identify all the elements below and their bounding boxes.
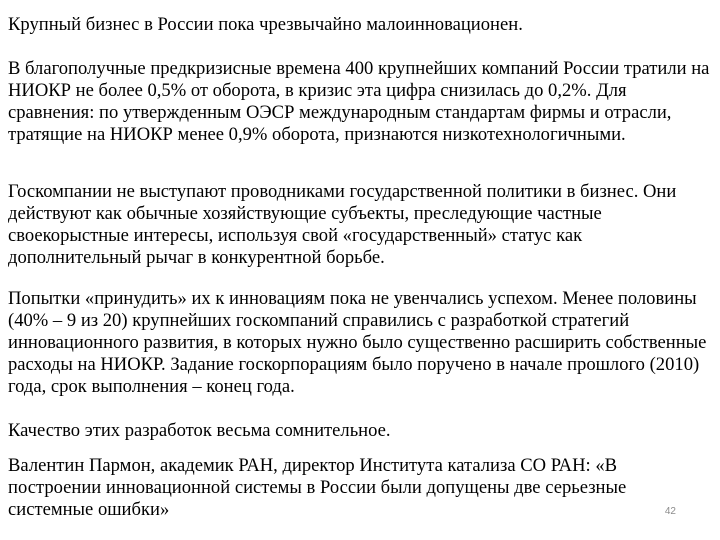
- paragraph-quality-doubtful: Качество этих разработок весьма сомнительное.: [8, 420, 391, 441]
- paragraph-large-business-innovation: Крупный бизнес в России пока чрезвычайно малоинновационен.: [8, 14, 523, 35]
- paragraph-innovation-strategies: Попытки «принудить» их к инновациям пока не увенчались успехом. Менее половины (40% – 9 из 20) крупнейших госкомпаний справились с разработкой стратегий инновационного развития, в которых нужно было существенно расширить собственные расходы на НИОКР. Задание госкорпорациям было поручено в начале прошлого (2010) года, срок выполнения – конец года.: [8, 288, 707, 397]
- paragraph-parmon-quote: Валентин Пармон, академик РАН, директор Института катализа СО РАН: «В построении инновационной системы в России были допущены две серьезные системные ошибки»: [8, 455, 627, 520]
- paragraph-state-companies: Госкомпании не выступают проводниками государственной политики в бизнес. Они действуют как обычные хозяйствующие субъекты, преследующие частные своекорыстные интересы, используя свой «государственный» статус как дополнительный рычаг в конкурентной борьбе.: [8, 181, 677, 268]
- page-number: 42: [664, 506, 676, 517]
- paragraph-rnd-spending: В благополучные предкризисные времена 400 крупнейших компаний России тратили на НИОКР не более 0,5% от оборота, в кризис эта цифра снизилась до 0,2%. Для сравнения: по утвержденным ОЭСР международным стандартам фирмы и отрасли, тратящие на НИОКР менее 0,9% оборота, признаются низкотехнологичными.: [8, 58, 710, 145]
